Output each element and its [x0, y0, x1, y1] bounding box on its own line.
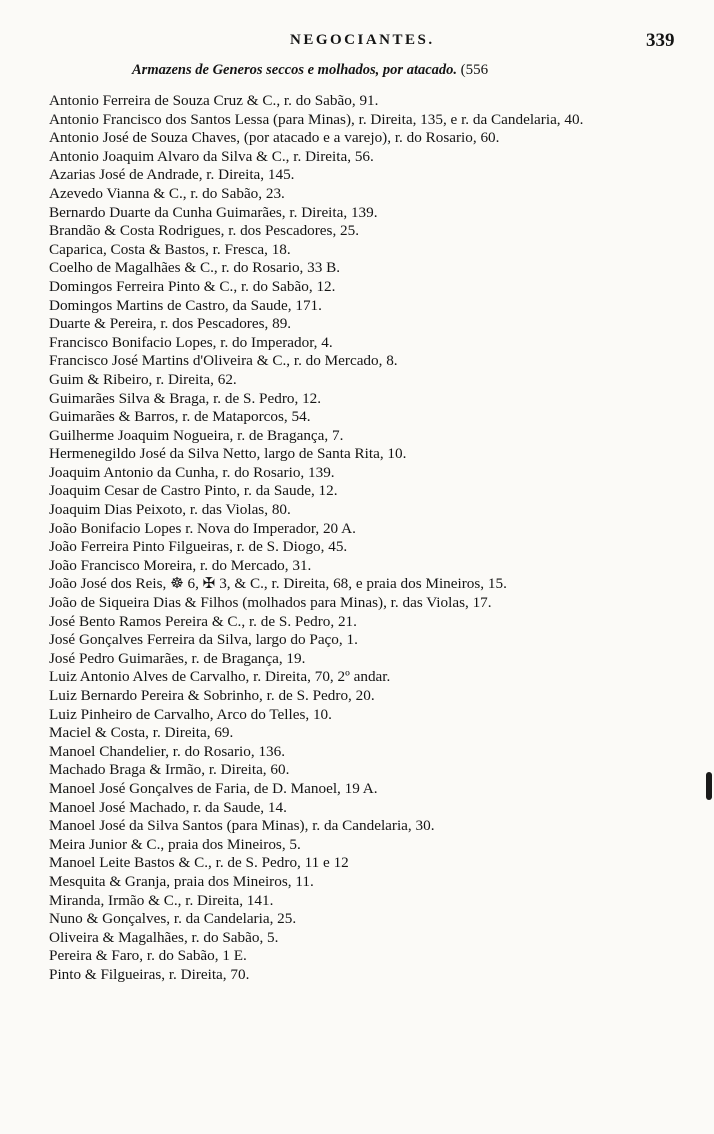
list-item: Antonio José de Souza Chaves, (por atacado e a varejo), r. do Rosario, 60.: [49, 129, 500, 147]
list-item: Machado Braga & Irmão, r. Direita, 60.: [49, 761, 290, 779]
list-item: Guimarães & Barros, r. de Mataporcos, 54.: [49, 408, 311, 426]
section-entry-count: (556: [460, 62, 489, 78]
list-item: Guilherme Joaquim Nogueira, r. de Bragança, 7.: [49, 426, 344, 444]
list-item: Luiz Antonio Alves de Carvalho, r. Direita, 70, 2º andar.: [49, 668, 391, 686]
list-item: Nuno & Gonçalves, r. da Candelaria, 25.: [49, 910, 297, 928]
list-item: Caparica, Costa & Bastos, r. Fresca, 18.: [49, 240, 291, 258]
list-item: José Gonçalves Ferreira da Silva, largo do Paço, 1.: [49, 631, 358, 649]
list-item: Luiz Bernardo Pereira & Sobrinho, r. de S. Pedro, 20.: [49, 687, 375, 704]
page-number: 339: [646, 30, 675, 51]
list-item: Francisco Bonifacio Lopes, r. do Imperador, 4.: [49, 333, 333, 351]
list-item: Coelho de Magalhães & C., r. do Rosario, 33 B.: [49, 259, 341, 277]
margin-ink-mark: [706, 772, 712, 800]
merchant-list: [49, 92, 689, 985]
list-item: Oliveira & Magalhães, r. do Sabão, 5.: [49, 928, 279, 946]
list-item: Guim & Ribeiro, r. Direita, 62.: [49, 370, 237, 388]
list-item: Manoel José Gonçalves de Faria, de D. Manoel, 19 A.: [49, 779, 378, 797]
running-head: [0, 30, 714, 54]
list-item: Antonio Francisco dos Santos Lessa (para Minas), r. Direita, 135, e r. da Candelaria, 40.: [49, 110, 584, 128]
list-item: João Francisco Moreira, r. do Mercado, 31.: [49, 556, 312, 574]
list-item: Luiz Pinheiro de Carvalho, Arco do Telles, 10.: [49, 705, 332, 723]
section-heading: [132, 62, 488, 79]
list-item: Guimarães Silva & Braga, r. de S. Pedro, 12.: [49, 389, 322, 407]
list-item: Domingos Ferreira Pinto & C., r. do Sabão, 12.: [49, 277, 336, 295]
list-item: Manoel Leite Bastos & C., r. de S. Pedro, 11 e 12: [49, 854, 349, 872]
list-item: Manoel Chandelier, r. do Rosario, 136.: [49, 742, 286, 760]
list-item: Azevedo Vianna & C., r. do Sabão, 23.: [49, 184, 285, 202]
list-item: Joaquim Antonio da Cunha, r. do Rosario, 139.: [49, 463, 335, 481]
list-item: Antonio Ferreira de Souza Cruz & C., r. do Sabão, 91.: [49, 92, 379, 109]
list-item: Antonio Joaquim Alvaro da Silva & C., r. Direita, 56.: [49, 147, 374, 165]
list-item: João José dos Reis, ☸ 6, ✠ 3, & C., r. Direita, 68, e praia dos Mineiros, 15.: [49, 575, 507, 593]
list-item: João de Siqueira Dias & Filhos (molhados para Minas), r. das Violas, 17.: [49, 594, 492, 612]
list-item: Manoel José Machado, r. da Saude, 14.: [49, 798, 287, 816]
list-item: Pinto & Filgueiras, r. Direita, 70.: [49, 965, 250, 983]
list-item: Francisco José Martins d'Oliveira & C., r. do Mercado, 8.: [49, 352, 398, 370]
list-item: Maciel & Costa, r. Direita, 69.: [49, 724, 234, 742]
list-item: Brandão & Costa Rodrigues, r. dos Pescadores, 25.: [49, 222, 360, 240]
list-item: João Ferreira Pinto Filgueiras, r. de S. Diogo, 45.: [49, 538, 348, 556]
list-item: Bernardo Duarte da Cunha Guimarães, r. Direita, 139.: [49, 203, 378, 221]
list-item: Manoel José da Silva Santos (para Minas), r. da Candelaria, 30.: [49, 817, 435, 835]
list-item: Azarias José de Andrade, r. Direita, 145.: [49, 166, 295, 184]
list-item: Miranda, Irmão & C., r. Direita, 141.: [49, 891, 274, 909]
list-item: Hermenegildo José da Silva Netto, largo de Santa Rita, 10.: [49, 445, 407, 463]
list-item: Joaquim Dias Peixoto, r. das Violas, 80.: [49, 501, 291, 519]
list-item: José Bento Ramos Pereira & C., r. de S. Pedro, 21.: [49, 612, 357, 630]
running-title: NEGOCIANTES.: [290, 32, 435, 48]
list-item: Domingos Martins de Castro, da Saude, 171.: [49, 296, 322, 314]
list-item: Pereira & Faro, r. do Sabão, 1 E.: [49, 947, 247, 965]
list-item: Joaquim Cesar de Castro Pinto, r. da Saude, 12.: [49, 482, 338, 500]
list-item: Duarte & Pereira, r. dos Pescadores, 89.: [49, 315, 292, 333]
list-item: João Bonifacio Lopes r. Nova do Imperador, 20 A.: [49, 519, 356, 537]
list-item: Mesquita & Granja, praia dos Mineiros, 11.: [49, 872, 314, 890]
list-item: José Pedro Guimarães, r. de Bragança, 19.: [49, 649, 306, 667]
section-heading-text: Armazens de Generos seccos e molhados, por atacado.: [132, 62, 458, 78]
list-item: Meira Junior & C., praia dos Mineiros, 5.: [49, 835, 301, 853]
